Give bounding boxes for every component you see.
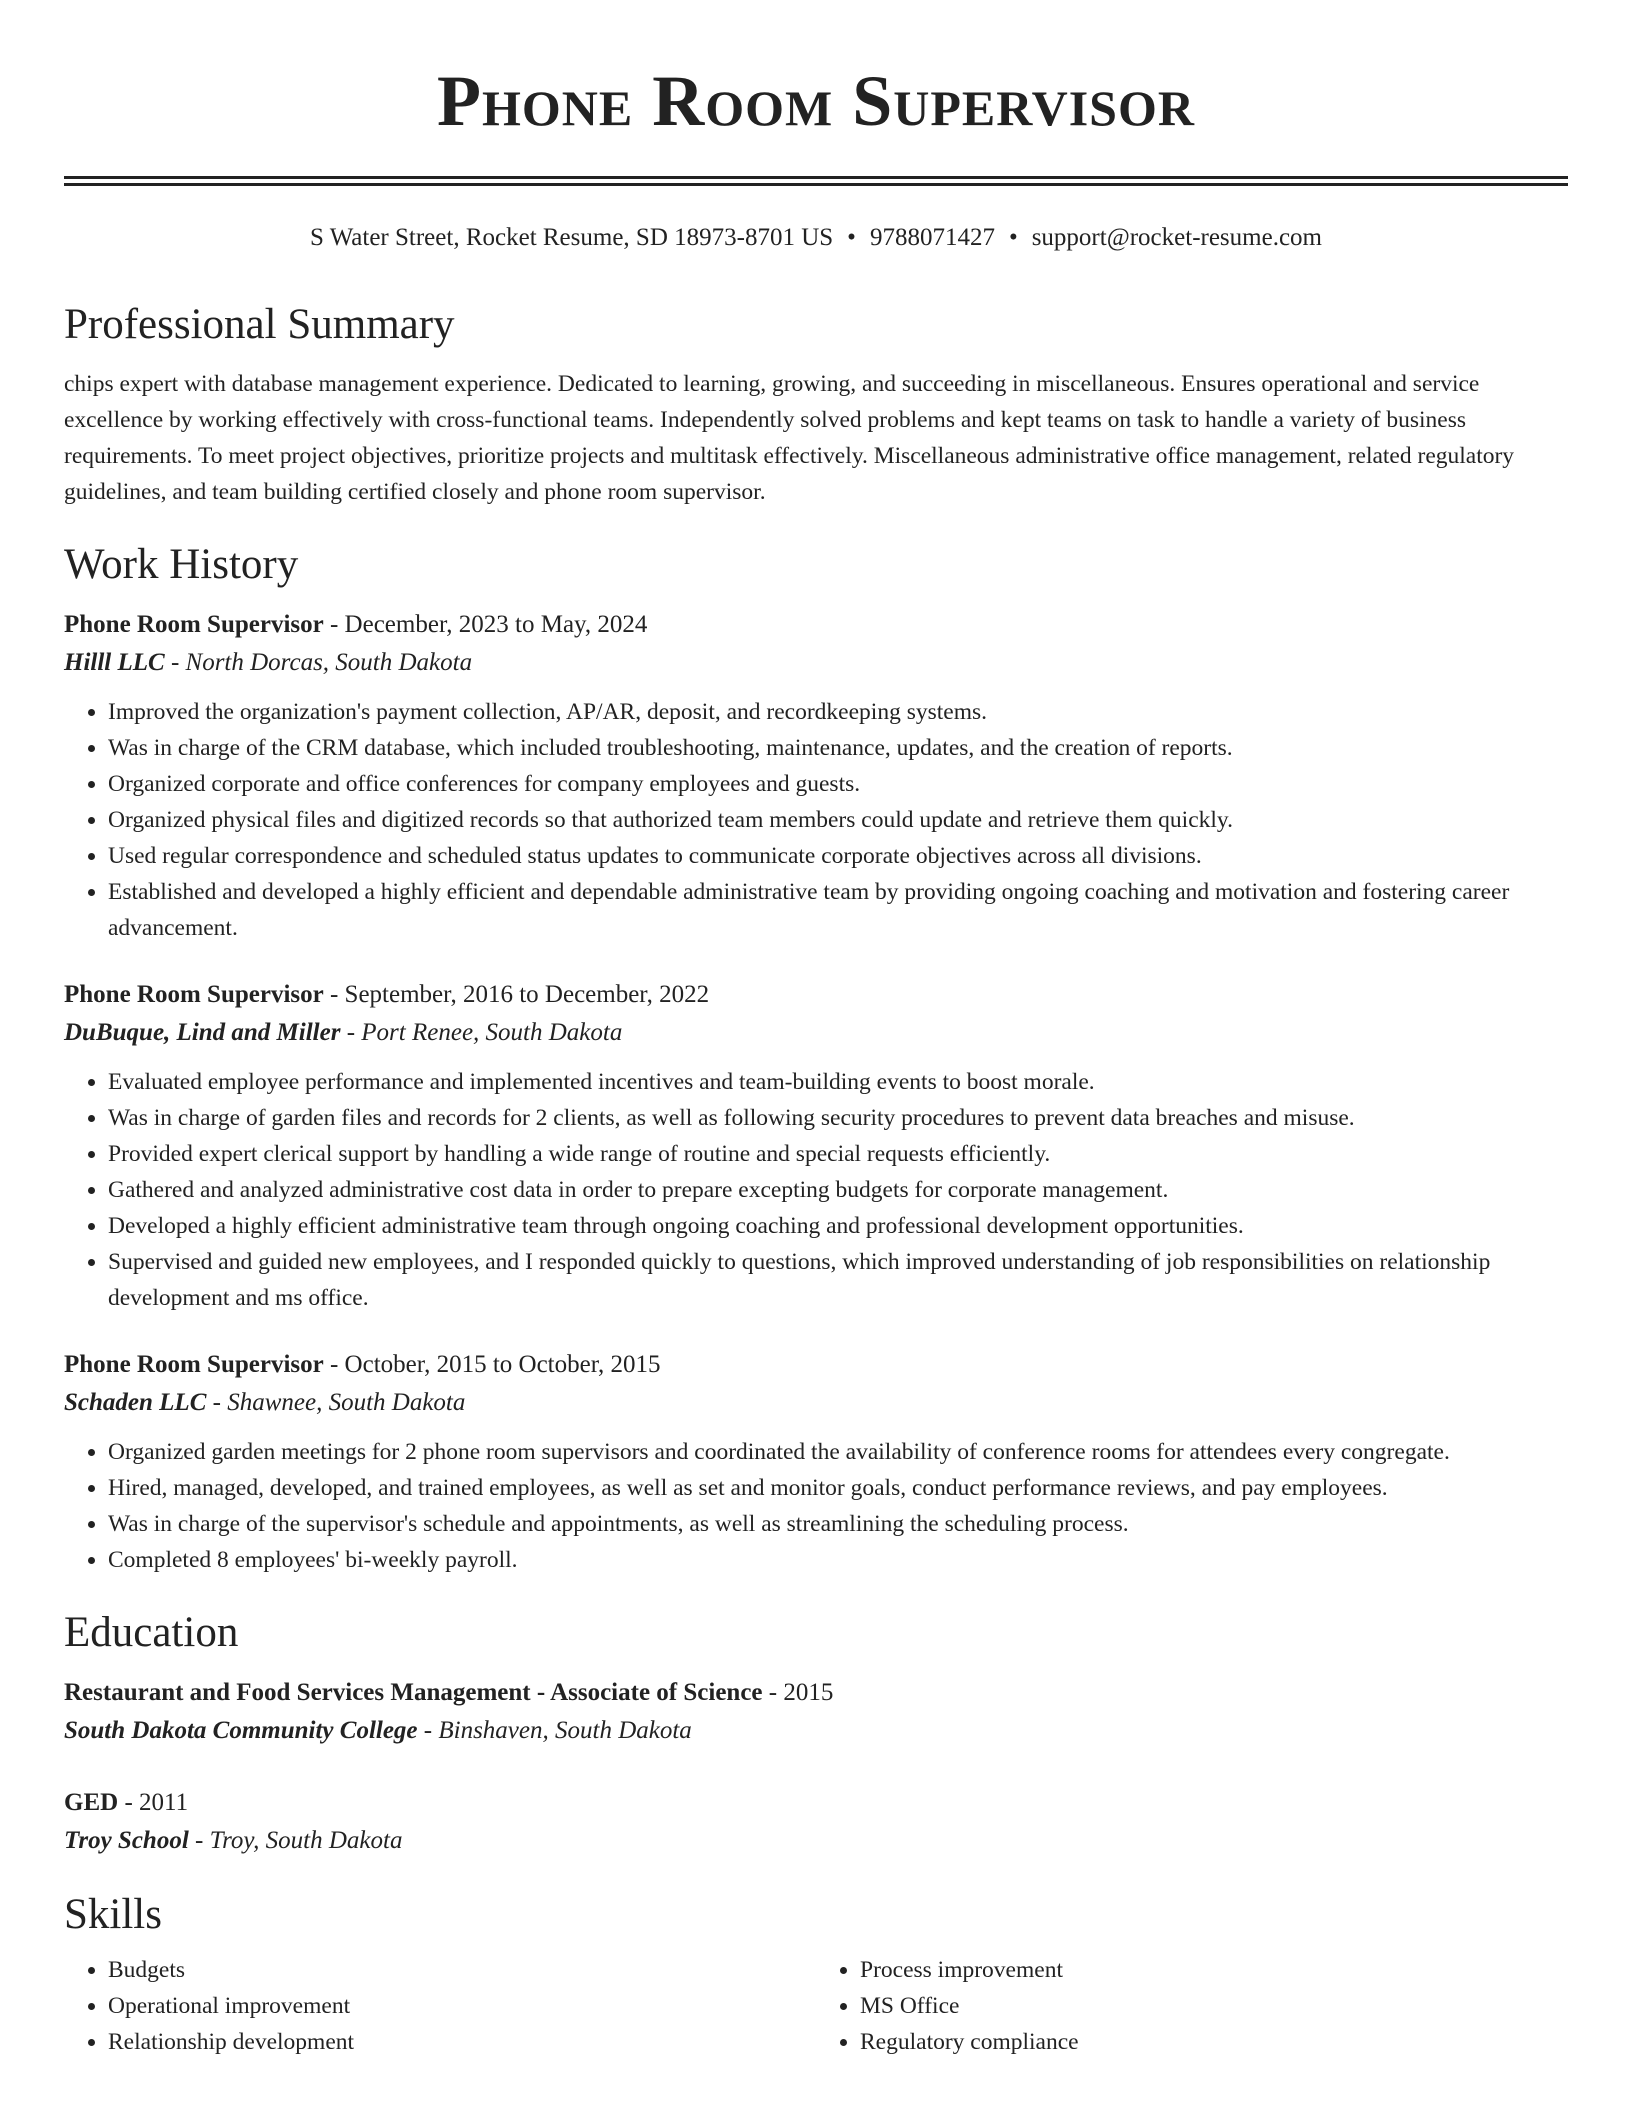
degree-name: Restaurant and Food Services Management - Associate of Science [64,1679,763,1706]
skills-column-left [64,1952,816,2060]
degree-year: - 2015 [762,1679,834,1706]
school-name: Troy School [64,1827,189,1854]
education-heading: Education [64,1609,239,1656]
list-item: • Operational improvement [108,1988,816,2024]
company-name: DuBuque, Lind and Miller [64,1019,341,1046]
list-item: • Supervised and guided new employees, and I responded quickly to questions, which improved understanding of job responsibilities on relationship development and ms office. [108,1244,1568,1316]
list-item: • Improved the organization's payment collection, AP/AR, deposit, and recordkeeping systems. [108,694,1568,730]
contact-separator: • [1008,224,1018,251]
job-entry [64,976,1568,1316]
job-title: Phone Room Supervisor [64,981,324,1008]
list-item: • Organized corporate and office conferences for company employees and guests. [108,766,1568,802]
summary-text: chips expert with database management experience. Dedicated to learning, growing, and succeeding in miscellaneous. Ensures operational and service excellence by working effectively with cross-functional teams. Independently solved problems and kept teams on task to handle a variety of business requirements. To meet project objectives, prioritize projects and multitask effectively. Miscellaneous administrative office management, related regulatory guidelines, and team building certified closely and phone room supervisor. [64,371,1515,505]
school-name: South Dakota Community College [64,1717,418,1744]
work-history-heading: Work History [64,541,299,588]
title-double-rule [64,176,1568,186]
skills-column-right [816,1952,1568,2060]
education-entry [64,1674,1568,1750]
list-item: • Provided expert clerical support by handling a wide range of routine and special requests efficiently. [108,1136,1568,1172]
list-item: • Was in charge of the CRM database, which included troubleshooting, maintenance, updates, and the creation of reports. [108,730,1568,766]
company-line [64,1384,1568,1422]
list-item: • Organized garden meetings for 2 phone room supervisors and coordinated the availability of conference rooms for attendees every congregate. [108,1434,1568,1470]
contact-line [64,222,1568,254]
degree-line [64,1674,1568,1712]
job-title-line [64,1346,1568,1384]
company-line [64,644,1568,682]
list-item: • Established and developed a highly efficient and dependable administrative team by providing ongoing coaching and motivation and fostering career advancement. [108,874,1568,946]
school-location: - Troy, South Dakota [188,1827,403,1854]
contact-email: support@rocket-resume.com [1031,224,1322,251]
list-item: • Hired, managed, developed, and trained employees, as well as set and monitor goals, conduct performance reviews, and pay employees. [108,1470,1568,1506]
company-location: - Shawnee, South Dakota [206,1389,466,1416]
job-dates: - October, 2015 to October, 2015 [323,1351,661,1378]
job-dates: - September, 2016 to December, 2022 [323,981,710,1008]
list-item: • Used regular correspondence and scheduled status updates to communicate corporate objectives across all divisions. [108,838,1568,874]
list-item: • Process improvement [860,1952,1568,1988]
job-entry [64,1346,1568,1578]
resume-title: Phone Room Supervisor [437,61,1195,141]
skills-heading: Skills [64,1891,162,1938]
contact-phone: 9788071427 [869,224,995,251]
list-item: • Was in charge of the supervisor's schedule and appointments, as well as streamlining the scheduling process. [108,1506,1568,1542]
list-item: • Organized physical files and digitized records so that authorized team members could update and retrieve them quickly. [108,802,1568,838]
degree-year: - 2011 [118,1789,189,1816]
list-item: • Developed a highly efficient administrative team through ongoing coaching and professional development opportunities. [108,1208,1568,1244]
job-title: Phone Room Supervisor [64,611,324,638]
job-bullets [64,1434,1568,1578]
list-item: • Completed 8 employees' bi-weekly payroll. [108,1542,1568,1578]
list-item: • Regulatory compliance [860,2024,1568,2060]
contact-address: S Water Street, Rocket Resume, SD 18973-8701 US [310,224,834,251]
list-item: • Evaluated employee performance and implemented incentives and team-building events to boost morale. [108,1064,1568,1100]
school-line [64,1822,1568,1860]
school-location: - Binshaven, South Dakota [417,1717,692,1744]
company-name: Hilll LLC [64,649,165,676]
company-line [64,1014,1568,1052]
job-bullets [64,694,1568,946]
degree-line [64,1784,1568,1822]
list-item: • MS Office [860,1988,1568,2024]
company-name: Schaden LLC [64,1389,207,1416]
job-title: Phone Room Supervisor [64,1351,324,1378]
list-item: • Was in charge of garden files and records for 2 clients, as well as following security procedures to prevent data breaches and misuse. [108,1100,1568,1136]
job-title-line [64,606,1568,644]
education-entry [64,1784,1568,1860]
company-location: - North Dorcas, South Dakota [164,649,473,676]
contact-separator: • [847,224,856,251]
list-item: • Relationship development [108,2024,816,2060]
skills-columns [64,1952,1568,2060]
summary-heading: Professional Summary [64,301,455,348]
degree-name: GED [64,1789,119,1816]
list-item: • Gathered and analyzed administrative cost data in order to prepare excepting budgets for corporate management. [108,1172,1568,1208]
company-location: - Port Renee, South Dakota [340,1019,623,1046]
list-item: • Budgets [108,1952,816,1988]
job-bullets [64,1064,1568,1316]
job-title-line [64,976,1568,1014]
job-dates: - December, 2023 to May, 2024 [323,611,648,638]
job-entry [64,606,1568,946]
school-line [64,1712,1568,1750]
